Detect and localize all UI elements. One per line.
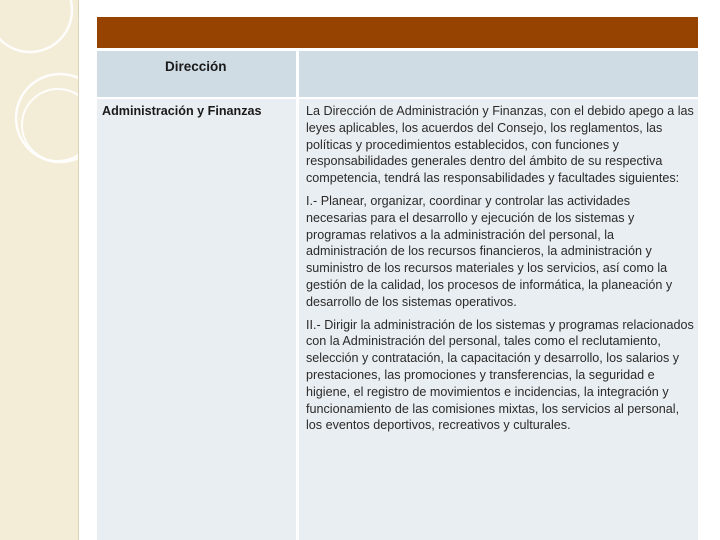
heading-cell-direccion — [97, 51, 296, 97]
responsibility-item-2: II.- Dirigir la administración de los sistemas y programas relacionados con la Administración del personal, tales como el reclutamiento, selección y contratación, la capacitación y desarrollo, los salarios y prestaciones, las promociones y transferencias, la seguridad e higiene, el registro de movimientos e incidencias, la integración y funcionamiento de las comisiones mixtas, los servicios al personal, los eventos deportivos, recreativos y culturales. — [306, 317, 694, 433]
unit-name-cell — [97, 99, 296, 540]
decorative-circles-ornament — [0, 0, 78, 540]
responsibility-item-1: I.- Planear, organizar, coordinar y controlar las actividades necesarias para el desarrollo y ejecución de los sistemas y programas relativos a la administración del personal, la administración de los recursos financieros, la administración y suministro de los recursos materiales y los servicios, así como la gestión de la calidad, los procesos de informática, la planeación y desarrollo de los sistemas operativos. — [306, 193, 673, 309]
intro-paragraph: La Dirección de Administración y Finanzas, con el debido apego a las leyes aplicables, los acuerdos del Consejo, los reglamentos, las políticas y procedimientos establecidos, con funciones y responsabilidades generales dentro del ámbito de su respectiva competencia, tendrá las responsabilidades y facultades siguientes: — [306, 104, 694, 186]
column-heading-direccion: Dirección — [165, 59, 227, 74]
decorative-side-band — [0, 0, 79, 540]
heading-cell-empty — [299, 51, 698, 97]
unit-name-label: Administración y Finanzas — [102, 104, 262, 118]
table-body-row — [97, 99, 698, 540]
responsibilities-cell — [299, 99, 698, 540]
table-heading-row — [97, 51, 698, 97]
responsibilities-table — [97, 17, 698, 540]
table-header-bar — [97, 17, 698, 48]
